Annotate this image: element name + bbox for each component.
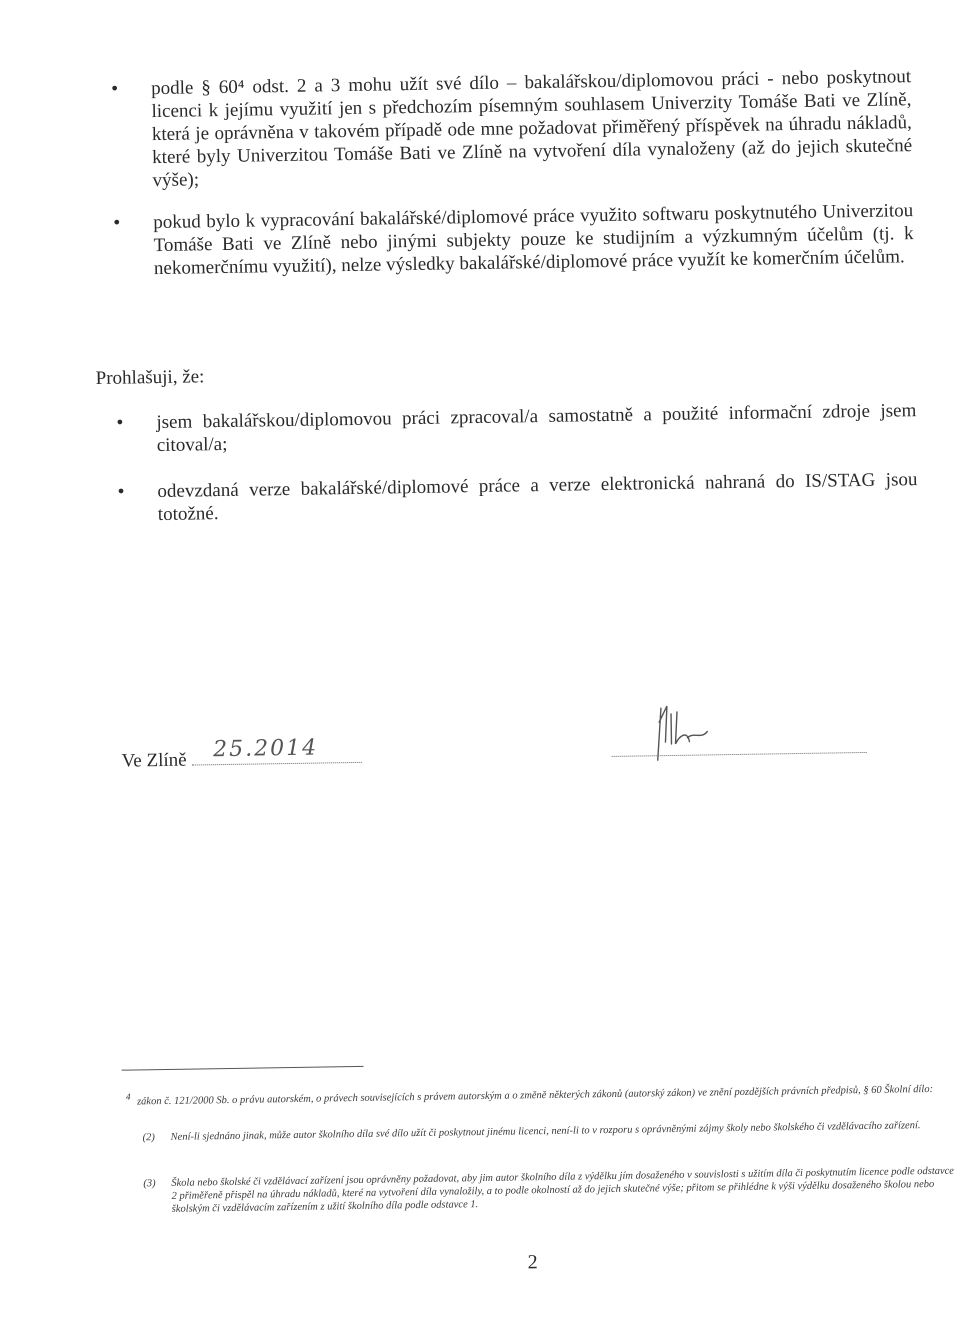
- footnote-divider: [122, 1066, 364, 1071]
- prohlasuji-item: [116, 399, 917, 462]
- bullet-icon: [111, 77, 141, 100]
- declaration-bullet-item: [113, 199, 914, 308]
- handwritten-date: 25.2014: [212, 735, 319, 763]
- date-field: [191, 735, 361, 766]
- declaration-bullet-text: pokud bylo k vypracování bakalářské/diplomové práce využito softwaru poskytnutého Univerzitou Tomáše Bati ve Zlíně nebo jinými subjekty pouze ke studijním a výzkumným účelům (tj. k nekomerčnímu využití), nelze výsledky bakalářské/diplomové práce využít ke komerčním účelům.: [153, 200, 914, 280]
- footnote-item-number: (2): [142, 1132, 155, 1144]
- bullet-icon: [117, 480, 147, 503]
- declaration-bullet-text: podle § 60⁴ odst. 2 a 3 mohu užít své dílo – bakalářskou/diplomovou práci - nebo poskytnout licenci k jejímu využití jen s předchozím písemným souhlasem Univerzity Tomáše Bati ve Zlíně, která je oprávněna v takovém případě ode mne požadovat přiměřený příspěvek na úhradu nákladů, které byly Univerzitou Tomáše Bati ve Zlíně na vytvoření díla vynaloženy (až do jejich skutečné výše);: [150, 66, 913, 192]
- declaration-bullet-list: [0, 0, 950, 280]
- page-number: 2: [527, 1251, 538, 1274]
- prohlasuji-item: [117, 468, 918, 531]
- prohlasuji-item-text: jsem bakalářskou/diplomovou práci zpracoval/a samostatně a použité informační zdroje jsem citoval/a;: [156, 400, 917, 457]
- prohlasuji-item-text: odevzdaná verze bakalářské/diplomové práce a verze elektronická nahraná do IS/STAG jsou totožné.: [157, 469, 918, 526]
- footnote-item: [143, 1165, 955, 1216]
- declaration-bullet-item: [111, 65, 913, 198]
- bullet-icon: [113, 211, 143, 234]
- footnote-item-text: Není-li sjednáno jinak, může autor školního díla své dílo užít či poskytnout jinému licenci, není-li to v rozporu s oprávněnými zájmy školy nebo školského či vzdělávacího zařízení.: [170, 1120, 921, 1143]
- footnote-heading: zákon č. 121/2000 Sb. o právu autorském, o právech souvisejících s právem autorským a o změně některých zákonů (autorský zákon) ve znění pozdějších právních předpisů, § 60 Školní dílo:: [136, 1083, 934, 1108]
- signature-place-row: [121, 735, 361, 773]
- bullet-icon: [116, 411, 146, 434]
- footnote-item-number: (3): [143, 1178, 156, 1190]
- footnote-item: [142, 1119, 941, 1144]
- signature-scribble: [641, 701, 722, 762]
- handwritten-signature: [641, 701, 722, 767]
- footnote-item-text: Škola nebo školské či vzdělávací zařízení jsou oprávněny požadovat, aby jim autor školního díla z výdělku jím dosaženého v souvislosti s užitím díla či poskytnutím licence podle odstavce 2 přiměřeně přispěl na úhradu nákladů, které na vytvoření díla vynaložily, a to podle okolností až do jejich skutečné výše; přitom se přihlédne k výši výdělku dosaženého školou nebo školským či vzdělávacím zařízením z užití školního díla podle odstavce 1.: [171, 1165, 955, 1215]
- prohlasuji-heading: Prohlašuji, že:: [95, 366, 205, 390]
- place-label: Ve Zlíně: [121, 749, 187, 772]
- footnote-marker: 4: [125, 1091, 131, 1102]
